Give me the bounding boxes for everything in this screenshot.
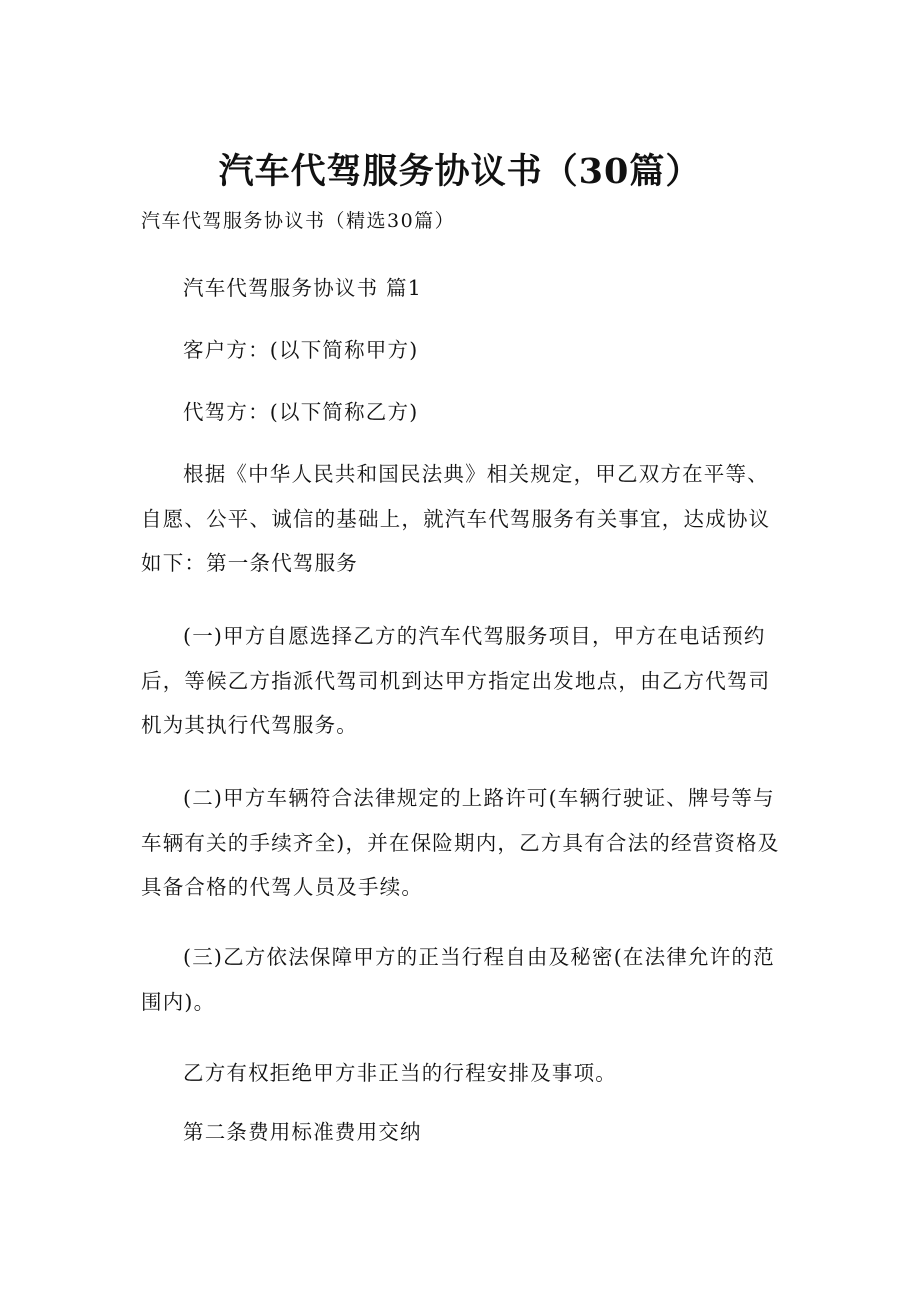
party-a-line: 客户方：(以下简称甲方): [183, 338, 419, 362]
clause-2-paragraph: (二)甲方车辆符合法律规定的上路许可(车辆行驶证、牌号等与车辆有关的手续齐全)，并在保险期内，乙方具有合法的经营资格及具备合格的代驾人员及手续。: [141, 786, 780, 899]
preamble-paragraph: 根据《中华人民共和国民法典》相关规定，甲乙双方在平等、自愿、公平、诚信的基础上，就汽车代驾服务有关事宜，达成协议如下：第一条代驾服务: [141, 462, 771, 575]
clause-1-paragraph: (一)甲方自愿选择乙方的汽车代驾服务项目，甲方在电话预约后，等候乙方指派代驾司机到达甲方指定出发地点，由乙方代驾司机为其执行代驾服务。: [141, 624, 771, 737]
document-title: 汽车代驾服务协议书（30篇）: [218, 151, 702, 192]
clause-3-paragraph: (三)乙方依法保障甲方的正当行程自由及秘密(在法律允许的范围内)。: [141, 945, 775, 1014]
party-b-line: 代驾方：(以下简称乙方): [183, 400, 419, 424]
article-2-heading: 第二条费用标准费用交纳: [183, 1120, 422, 1144]
document-subtitle: 汽车代驾服务协议书（精选30篇）: [141, 210, 456, 232]
refusal-paragraph: 乙方有权拒绝甲方非正当的行程安排及事项。: [183, 1061, 617, 1085]
section-heading: 汽车代驾服务协议书 篇1: [183, 276, 422, 300]
